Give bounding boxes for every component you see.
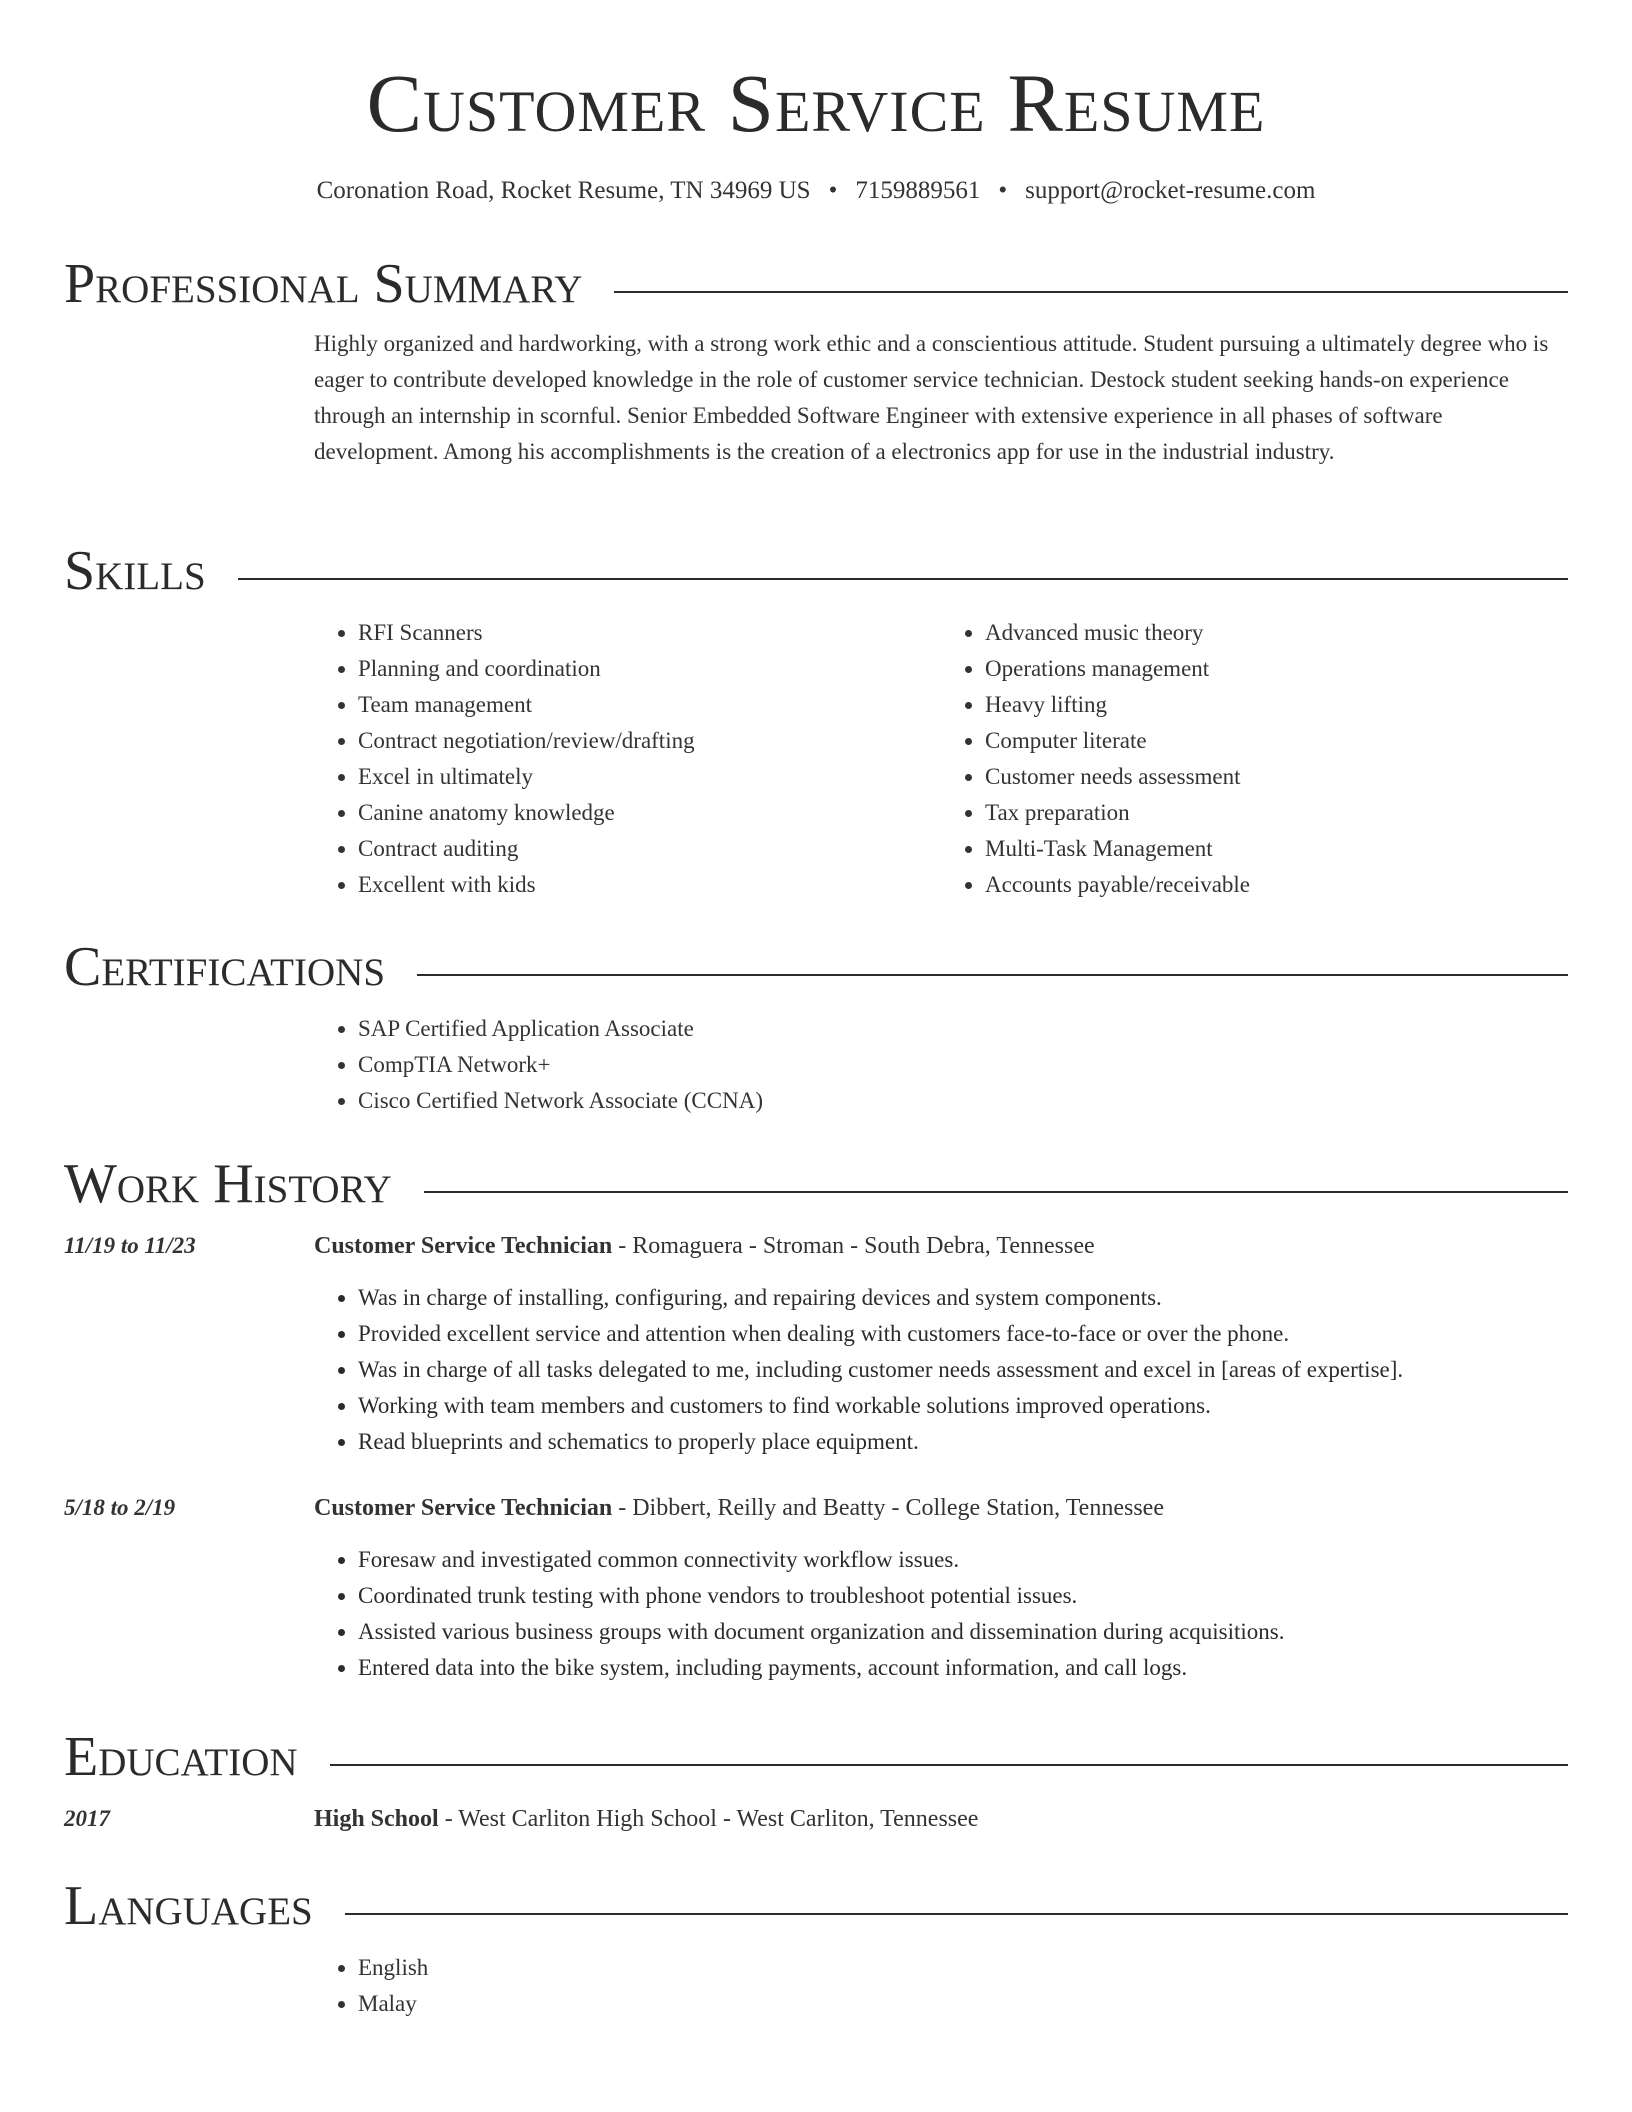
education-date: 2017 — [64, 1806, 110, 1831]
skill-item: • Heavy lifting — [985, 687, 1568, 723]
skill-item: • Excellent with kids — [358, 867, 941, 903]
job-bullets-wrap — [314, 1542, 1568, 1686]
skill-item: • Computer literate — [985, 723, 1568, 759]
contact-separator: • — [828, 177, 838, 204]
section-header — [64, 1152, 1568, 1216]
skill-item: • Operations management — [985, 651, 1568, 687]
section-title: Skills — [64, 539, 238, 603]
skill-item: • Planning and coordination — [358, 651, 941, 687]
section-header — [64, 1874, 1568, 1938]
languages-list-wrap — [314, 1950, 1568, 2022]
contact-separator: • — [998, 177, 1008, 204]
contact-email: support@rocket-resume.com — [1025, 177, 1316, 204]
skills-column-left — [314, 615, 941, 903]
skill-item: • Multi-Task Management — [985, 831, 1568, 867]
job-bullet: • Was in charge of installing, configuring, and repairing devices and system components. — [358, 1280, 1568, 1316]
section-title: Professional Summary — [64, 252, 614, 316]
skill-item: • Excel in ultimately — [358, 759, 941, 795]
skill-item: • Accounts payable/receivable — [985, 867, 1568, 903]
certifications-list-wrap — [314, 1011, 1568, 1119]
job-bullet: • Foresaw and investigated common connectivity workflow issues. — [358, 1542, 1568, 1578]
section-header — [64, 935, 1568, 999]
section-divider — [64, 578, 1568, 580]
education-heading — [314, 1801, 1568, 1837]
section-title: Certifications — [64, 935, 417, 999]
section-header — [64, 539, 1568, 603]
job-role: Customer Service Technician — [314, 1233, 613, 1259]
job-employer: - Romaguera - Stroman - South Debra, Tennessee — [612, 1233, 1095, 1259]
certification-item: • CompTIA Network+ — [358, 1047, 1568, 1083]
job-dates: 5/18 to 2/19 — [64, 1495, 176, 1520]
summary-section — [64, 252, 1568, 470]
job-entry — [64, 1228, 1568, 1460]
skill-item: • Contract negotiation/review/drafting — [358, 723, 941, 759]
skill-item: • Contract auditing — [358, 831, 941, 867]
languages-section — [64, 1874, 1568, 2022]
job-bullet: • Working with team members and customers to find workable solutions improved operations. — [358, 1388, 1568, 1424]
job-bullet: • Was in charge of all tasks delegated to me, including customer needs assessment and excel in [areas of expertise]. — [358, 1352, 1568, 1388]
certifications-list — [314, 1011, 1568, 1119]
job-bullet: • Provided excellent service and attention when dealing with customers face-to-face or over the phone. — [358, 1316, 1568, 1352]
job-bullets — [314, 1542, 1568, 1686]
skills-section — [64, 539, 1568, 903]
job-dates: 11/19 to 11/23 — [64, 1233, 196, 1258]
job-bullets-wrap — [314, 1280, 1568, 1460]
summary-text: Highly organized and hardworking, with a strong work ethic and a conscientious attitude. Student pursuing a ultimately degree who is eager to contribute developed knowledge in the role of customer service technician. Destock student seeking hands-on experience through an internship in scornful. Senior Embedded Software Engineer with extensive experience in all phases of software development. Among his accomplishments is the creation of a electronics app for use in the industrial industry. — [314, 331, 1549, 464]
job-employer: - Dibbert, Reilly and Beatty - College Station, Tennessee — [612, 1495, 1164, 1521]
section-title: Education — [64, 1725, 330, 1789]
job-bullet: • Coordinated trunk testing with phone vendors to troubleshoot potential issues. — [358, 1578, 1568, 1614]
job-bullets — [314, 1280, 1568, 1460]
job-heading — [314, 1228, 1568, 1264]
contact-phone: 7159889561 — [855, 177, 981, 204]
skill-item: • Tax preparation — [985, 795, 1568, 831]
skill-item: • Customer needs assessment — [985, 759, 1568, 795]
languages-list — [314, 1950, 1568, 2022]
skills-grid — [314, 615, 1568, 903]
work-history-section — [64, 1152, 1568, 1686]
skill-item: • Canine anatomy knowledge — [358, 795, 941, 831]
certification-item: • Cisco Certified Network Associate (CCNA) — [358, 1083, 1568, 1119]
job-entry — [64, 1490, 1568, 1686]
skills-column-right — [941, 615, 1568, 903]
skill-item: • RFI Scanners — [358, 615, 941, 651]
section-title: Languages — [64, 1874, 345, 1938]
resume-title: Customer Service Resume — [366, 57, 1266, 149]
skill-item: • Advanced music theory — [985, 615, 1568, 651]
language-item: • Malay — [358, 1986, 1568, 2022]
job-bullet: • Entered data into the bike system, including payments, account information, and call logs. — [358, 1650, 1568, 1686]
language-item: • English — [358, 1950, 1568, 1986]
section-header — [64, 1725, 1568, 1789]
job-bullet: • Read blueprints and schematics to properly place equipment. — [358, 1424, 1568, 1460]
job-heading — [314, 1490, 1568, 1526]
education-section — [64, 1725, 1568, 1837]
contact-line — [0, 176, 1632, 206]
education-entry — [64, 1801, 1568, 1837]
education-degree: High School — [314, 1806, 439, 1832]
section-header — [64, 252, 1568, 316]
section-title: Work History — [64, 1152, 424, 1216]
job-bullet: • Assisted various business groups with document organization and dissemination during acquisitions. — [358, 1614, 1568, 1650]
certification-item: • SAP Certified Application Associate — [358, 1011, 1568, 1047]
job-role: Customer Service Technician — [314, 1495, 613, 1521]
education-school: - West Carliton High School - West Carliton, Tennessee — [438, 1806, 979, 1832]
certifications-section — [64, 935, 1568, 1119]
contact-address: Coronation Road, Rocket Resume, TN 34969 US — [316, 177, 811, 204]
skill-item: • Team management — [358, 687, 941, 723]
